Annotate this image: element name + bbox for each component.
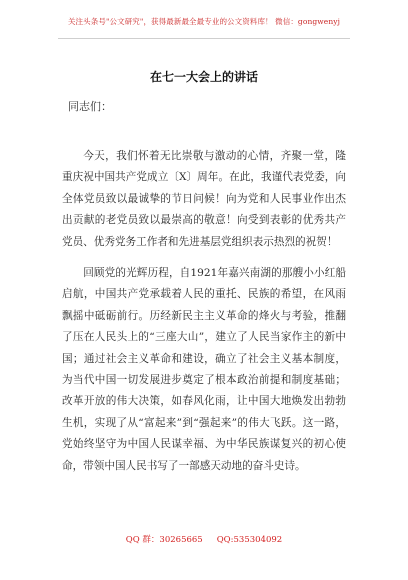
footer-qq: QQ:535304092: [216, 535, 283, 545]
paragraph-opening: 今天，我们怀着无比崇敬与激动的心情，齐聚一堂，隆重庆祝中国共产党成立〔X〕周年。在此，我谨代表党委，向全体党员致以最诚挚的节日问候！向为党和人民事业作出杰出贡献的老党员致以最崇高的敬意！向受到表彰的优秀共产党员、优秀党务工作者和先进基层党组织表示热烈的祝贺！: [62, 150, 346, 248]
paragraph-history: 回顾党的光辉历程，自1921年嘉兴南湖的那艘小小红船启航，中国共产党承载着人民的重托、民族的希望，在风雨飘摇中砥砺前行。历经新民主主义革命的烽火与考验，推翻了压在人民头上的“三座大山”，建立了人民当家作主的新中国；通过社会主义革命和建设，确立了社会主义基本制度，为当代中国一切发展进步奠定了根本政治前提和制度基础；改革开放的伟大决策，如春风化雨，让中国大地焕发出勃勃生机，实现了从“富起来”到“强起来”的伟大飞跃。这一路，党始终坚守为中国人民谋幸福、为中华民族谋复兴的初心使命，带领中国人民书写了一部感天动地的奋斗史诗。: [62, 267, 346, 472]
footer-qq-group: QQ 群：30265665: [125, 535, 203, 545]
salutation: 同志们：: [68, 100, 112, 113]
footer-contact: [0, 533, 408, 545]
header-divider: [58, 38, 350, 39]
header-banner: 关注头条号"公文研究"，获得最新最全最专业的公文资料库！ 微信：gongwenyj: [67, 17, 341, 26]
document-title: 在七一大会上的讲话: [149, 70, 258, 84]
